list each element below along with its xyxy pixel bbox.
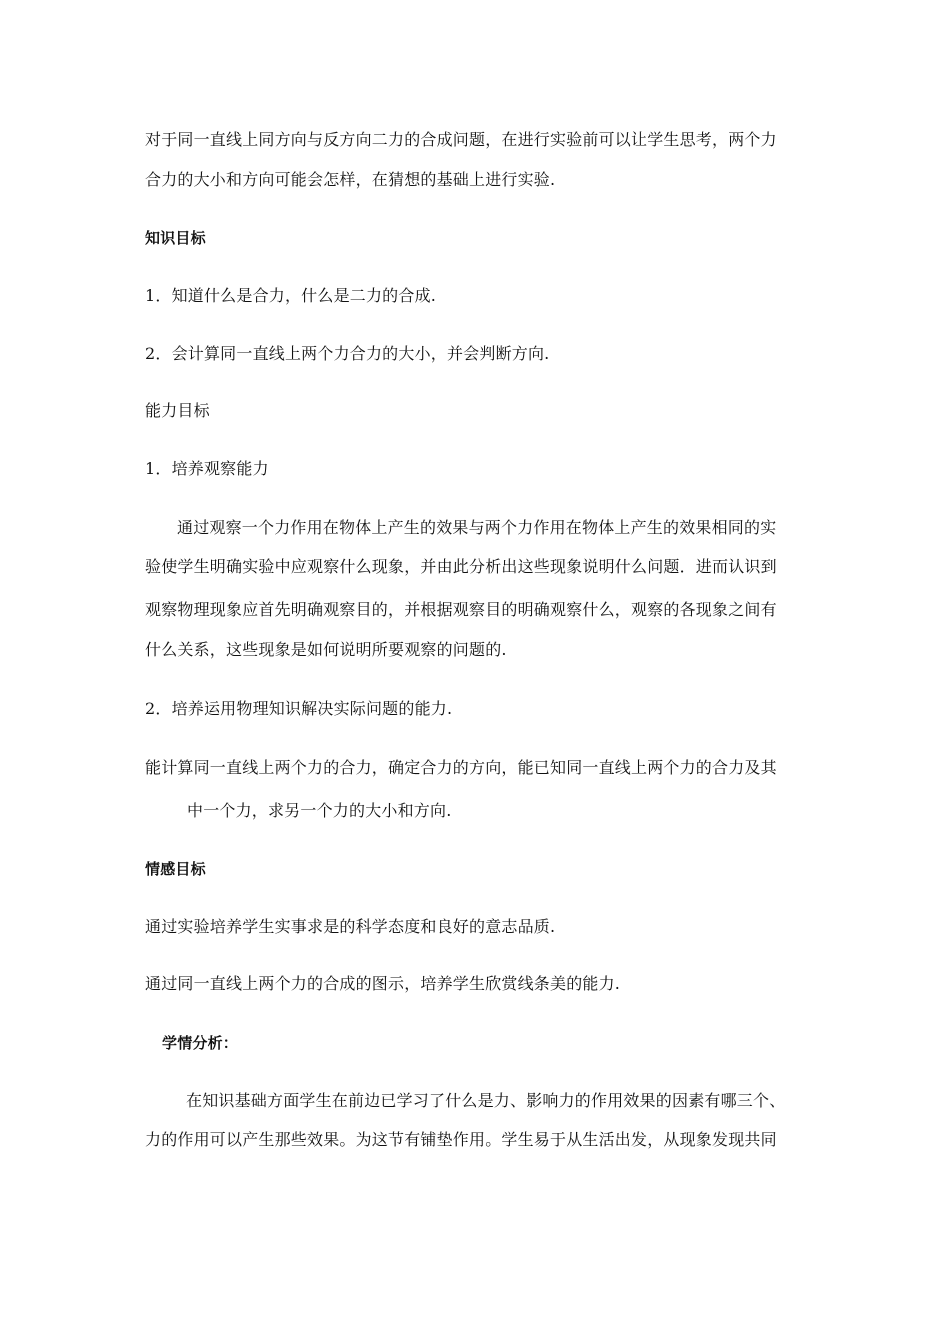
analysis-line-1: 在知识基础方面学生在前边已学习了什么是力、影响力的作用效果的因素有哪三个、 [186, 1091, 786, 1110]
ability-item-2: 2．培养运用物理知识解决实际问题的能力. [145, 699, 453, 718]
ability-para-1-line-3: 观察物理现象应首先明确观察目的，并根据观察目的明确观察什么，观察的各现象之间有 [145, 600, 777, 619]
emotion-item-1: 通过实验培养学生实事求是的科学态度和良好的意志品质. [145, 917, 556, 936]
knowledge-item-2: 2．会计算同一直线上两个力合力的大小，并会判断方向. [145, 344, 550, 363]
analysis-heading: 学情分析： [162, 1034, 239, 1052]
ability-para-1-line-1: 通过观察一个力作用在物体上产生的效果与两个力作用在物体上产生的效果相同的实 [177, 518, 777, 537]
analysis-line-2: 力的作用可以产生那些效果。为这节有铺垫作用。学生易于从生活出发，从现象发现共同 [145, 1130, 777, 1149]
emotion-heading: 情感目标 [145, 860, 206, 878]
intro-line-2: 合力的大小和方向可能会怎样，在猜想的基础上进行实验. [145, 170, 556, 189]
ability-para-1-line-4: 什么关系，这些现象是如何说明所要观察的问题的. [145, 640, 507, 659]
ability-para-1-line-2: 验使学生明确实验中应观察什么现象，并由此分析出这些现象说明什么问题．进而认识到 [145, 557, 777, 576]
ability-para-2-line-1: 能计算同一直线上两个力的合力，确定合力的方向，能已知同一直线上两个力的合力及其 [145, 758, 777, 777]
ability-item-1: 1．培养观察能力 [145, 459, 269, 478]
ability-heading: 能力目标 [145, 401, 210, 420]
ability-para-2-line-2: 中一个力，求另一个力的大小和方向. [187, 801, 452, 820]
knowledge-item-1: 1．知道什么是合力，什么是二力的合成. [145, 286, 437, 305]
knowledge-heading: 知识目标 [145, 229, 206, 247]
emotion-item-2: 通过同一直线上两个力的合成的图示，培养学生欣赏线条美的能力. [145, 974, 621, 993]
intro-line-1: 对于同一直线上同方向与反方向二力的合成问题，在进行实验前可以让学生思考，两个力 [145, 130, 777, 149]
